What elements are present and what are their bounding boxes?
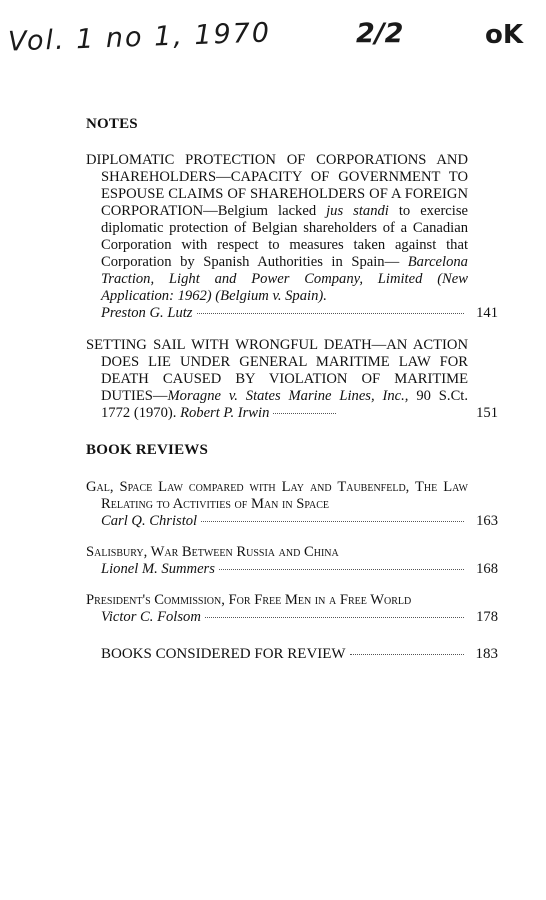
entry-author: Robert P. Irwin [180,405,270,421]
toc-review-free-men [86,592,498,626]
entry-author-line [101,513,468,530]
entry-author-line [101,609,468,626]
entry-case-name: Moragne v. States Marine Lines, Inc., [167,388,409,404]
review-author: Victor C. Folsom [101,609,201,625]
entry-author: Preston G. Lutz [101,305,193,321]
review-author: Carl Q. Christol [101,513,198,529]
entry-author-line [101,561,468,578]
table-of-contents [86,116,498,663]
leader-dots [205,617,464,618]
toc-review-space-law [86,479,498,530]
entry-description: Belgium lacked [217,203,327,219]
entry-page-number: 163 [476,513,498,529]
leader-dots [350,654,464,655]
entry-author-line [101,305,468,322]
handwritten-ok-note: oK [485,20,524,50]
entry-title: SETTING SAIL WITH WRONGFUL DEATH—AN ACTION DOES LIE UNDER GENERAL MARITIME LAW FOR DEATH CAUSED BY VIOLATION OF MARITIME DUTIES— [86,337,468,404]
leader-dots [197,313,465,314]
handwritten-fraction-note: 2/2 [356,18,404,49]
leader-dots [273,413,336,414]
toc-entry-wrongful-death [86,337,498,422]
entry-title: DIPLOMATIC PROTECTION OF CORPORATIONS AND SHAREHOLDERS—CAPACITY OF GOVERNMENT TO ESPOUSE CLAIMS OF SHAREHOLDERS OF A FOREIGN CORPORATION— [86,152,468,219]
review-title: Salisbury, War Between Russia and China [86,544,339,560]
entry-description-cont: to exercise diplomatic protection of Belgian shareholders of a Canadian Corporation with respect to measures taken against that Corporation by Spanish Authorities in Spain— [101,203,468,270]
entry-author-line [180,405,340,422]
entry-books-line [101,646,468,663]
entry-description-italic: jus standi [326,203,389,219]
entry-page-number: 183 [475,646,498,662]
review-author: Lionel M. Summers [101,561,215,577]
entry-citation: 90 S.Ct. 1772 (1970). [101,388,469,421]
review-title: President's Commission, For Free Men in a Free World [86,592,412,608]
leader-dots [201,521,464,522]
entry-case-name: Barcelona Traction, Light and Power Company, Limited (New Application: 1962) (Belgium v. Spain). [101,254,468,304]
entry-page-number: 151 [476,405,498,421]
handwritten-volume-note: Vol. 1 no 1, 1970 [7,17,272,58]
entry-page-number: 178 [476,609,498,625]
books-considered-label: BOOKS CONSIDERED FOR REVIEW [101,646,346,662]
book-reviews-heading: BOOK REVIEWS [86,442,209,458]
review-title: Gal, Space Law compared with Lay and Taubenfeld, The Law Relating to Activities of Man in Space [86,479,468,512]
toc-books-considered [86,646,498,663]
toc-review-russia-china [86,544,498,578]
toc-entry-diplomatic-protection [86,152,498,322]
entry-page-number: 141 [476,305,498,321]
notes-heading: NOTES [86,116,138,132]
leader-dots [219,569,464,570]
entry-page-number: 168 [476,561,498,577]
